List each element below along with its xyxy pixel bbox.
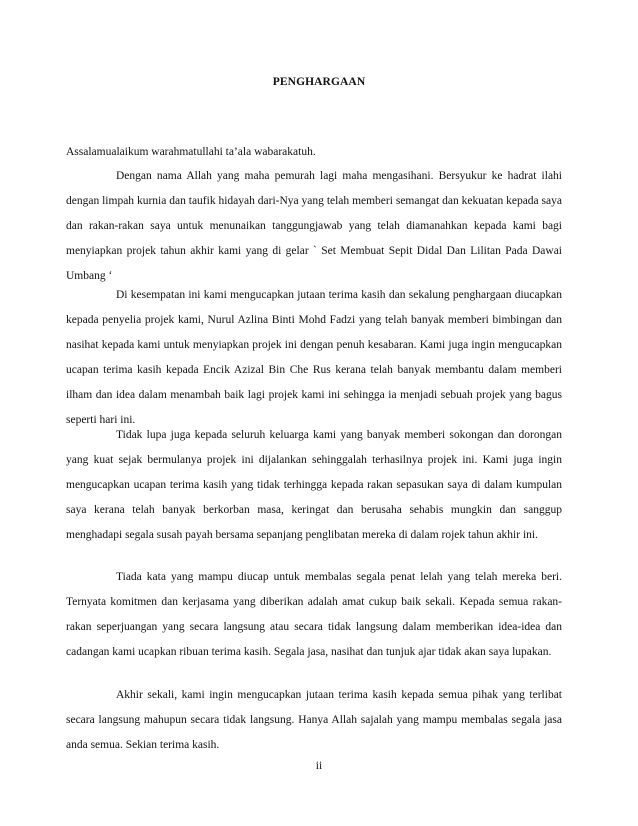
page-number: ii [315, 760, 323, 772]
paragraph: Di kesempatan ini kami mengucapkan jutaan terima kasih dan sekalung penghargaan diucapkan kepada penyelia projek kami, Nurul Azlina Binti Mohd Fadzi yang telah banyak memberi bimbingan dan nasihat kepada kami untuk menyiapkan projek ini dengan penuh kesabaran. Kami juga ingin mengucapkan ucapan terima kasih kepada Encik Azizal Bin Che Rus kerana telah banyak membantu dalam memberi ilham dan idea dalam menambah baik lagi projek kami ini sehingga ia menjadi sebuah projek yang bagus seperti hari ini. [66, 289, 562, 426]
greeting-line: Assalamualaikum warahmatullahi ta’ala wabarakatuh. [66, 146, 316, 158]
paragraph: Akhir sekali, kami ingin mengucapkan jutaan terima kasih kepada semua pihak yang terlibat secara langsung mahupun secara tidak langsung. Hanya Allah sajalah yang mampu membalas segala jasa anda semua. Sekian terima kasih. [66, 689, 562, 751]
paragraph: Dengan nama Allah yang maha pemurah lagi maha mengasihani. Bersyukur ke hadrat ilahi dengan limpah kurnia dan taufik hidayah dari-Nya yang telah memberi semangat dan kekuatan kepada saya dan rakan-rakan saya untuk menunaikan tanggungjawab yang telah diamanahkan kepada kami bagi menyiapkan projek tahun akhir kami yang di gelar ` Set Membuat Sepit Didal Dan Lilitan Pada Dawai Umbang ‘ [66, 170, 562, 282]
page-title-text: PENGHARGAAN [272, 76, 366, 88]
page-title [0, 76, 638, 88]
paragraph: Tidak lupa juga kepada seluruh keluarga kami yang banyak memberi sokongan dan dorongan yang kuat sejak bermulanya projek ini dijalankan sehinggalah terhasilnya projek ini. Kami juga ingin mengucapkan ucapan terima kasih yang tidak terhingga kepada rakan sepasukan saya di dalam kumpulan saya kerana telah banyak berkorban masa, keringat dan berusaha sehabis mungkin dan sanggup menghadapi segala susah payah bersama sepanjang penglibatan mereka di dalam rojek tahun akhir ini. [66, 429, 562, 541]
paragraph: Tiada kata yang mampu diucap untuk membalas segala penat lelah yang telah mereka beri. Ternyata komitmen dan kerjasama yang diberikan adalah amat cukup baik sekali. Kepada semua rakan-rakan seperjuangan yang secara langsung atau secara tidak langsung dalam memberikan idea-idea dan cadangan kami ucapkan ribuan terima kasih. Segala jasa, nasihat dan tunjuk ajar tidak akan saya lupakan. [66, 571, 562, 658]
